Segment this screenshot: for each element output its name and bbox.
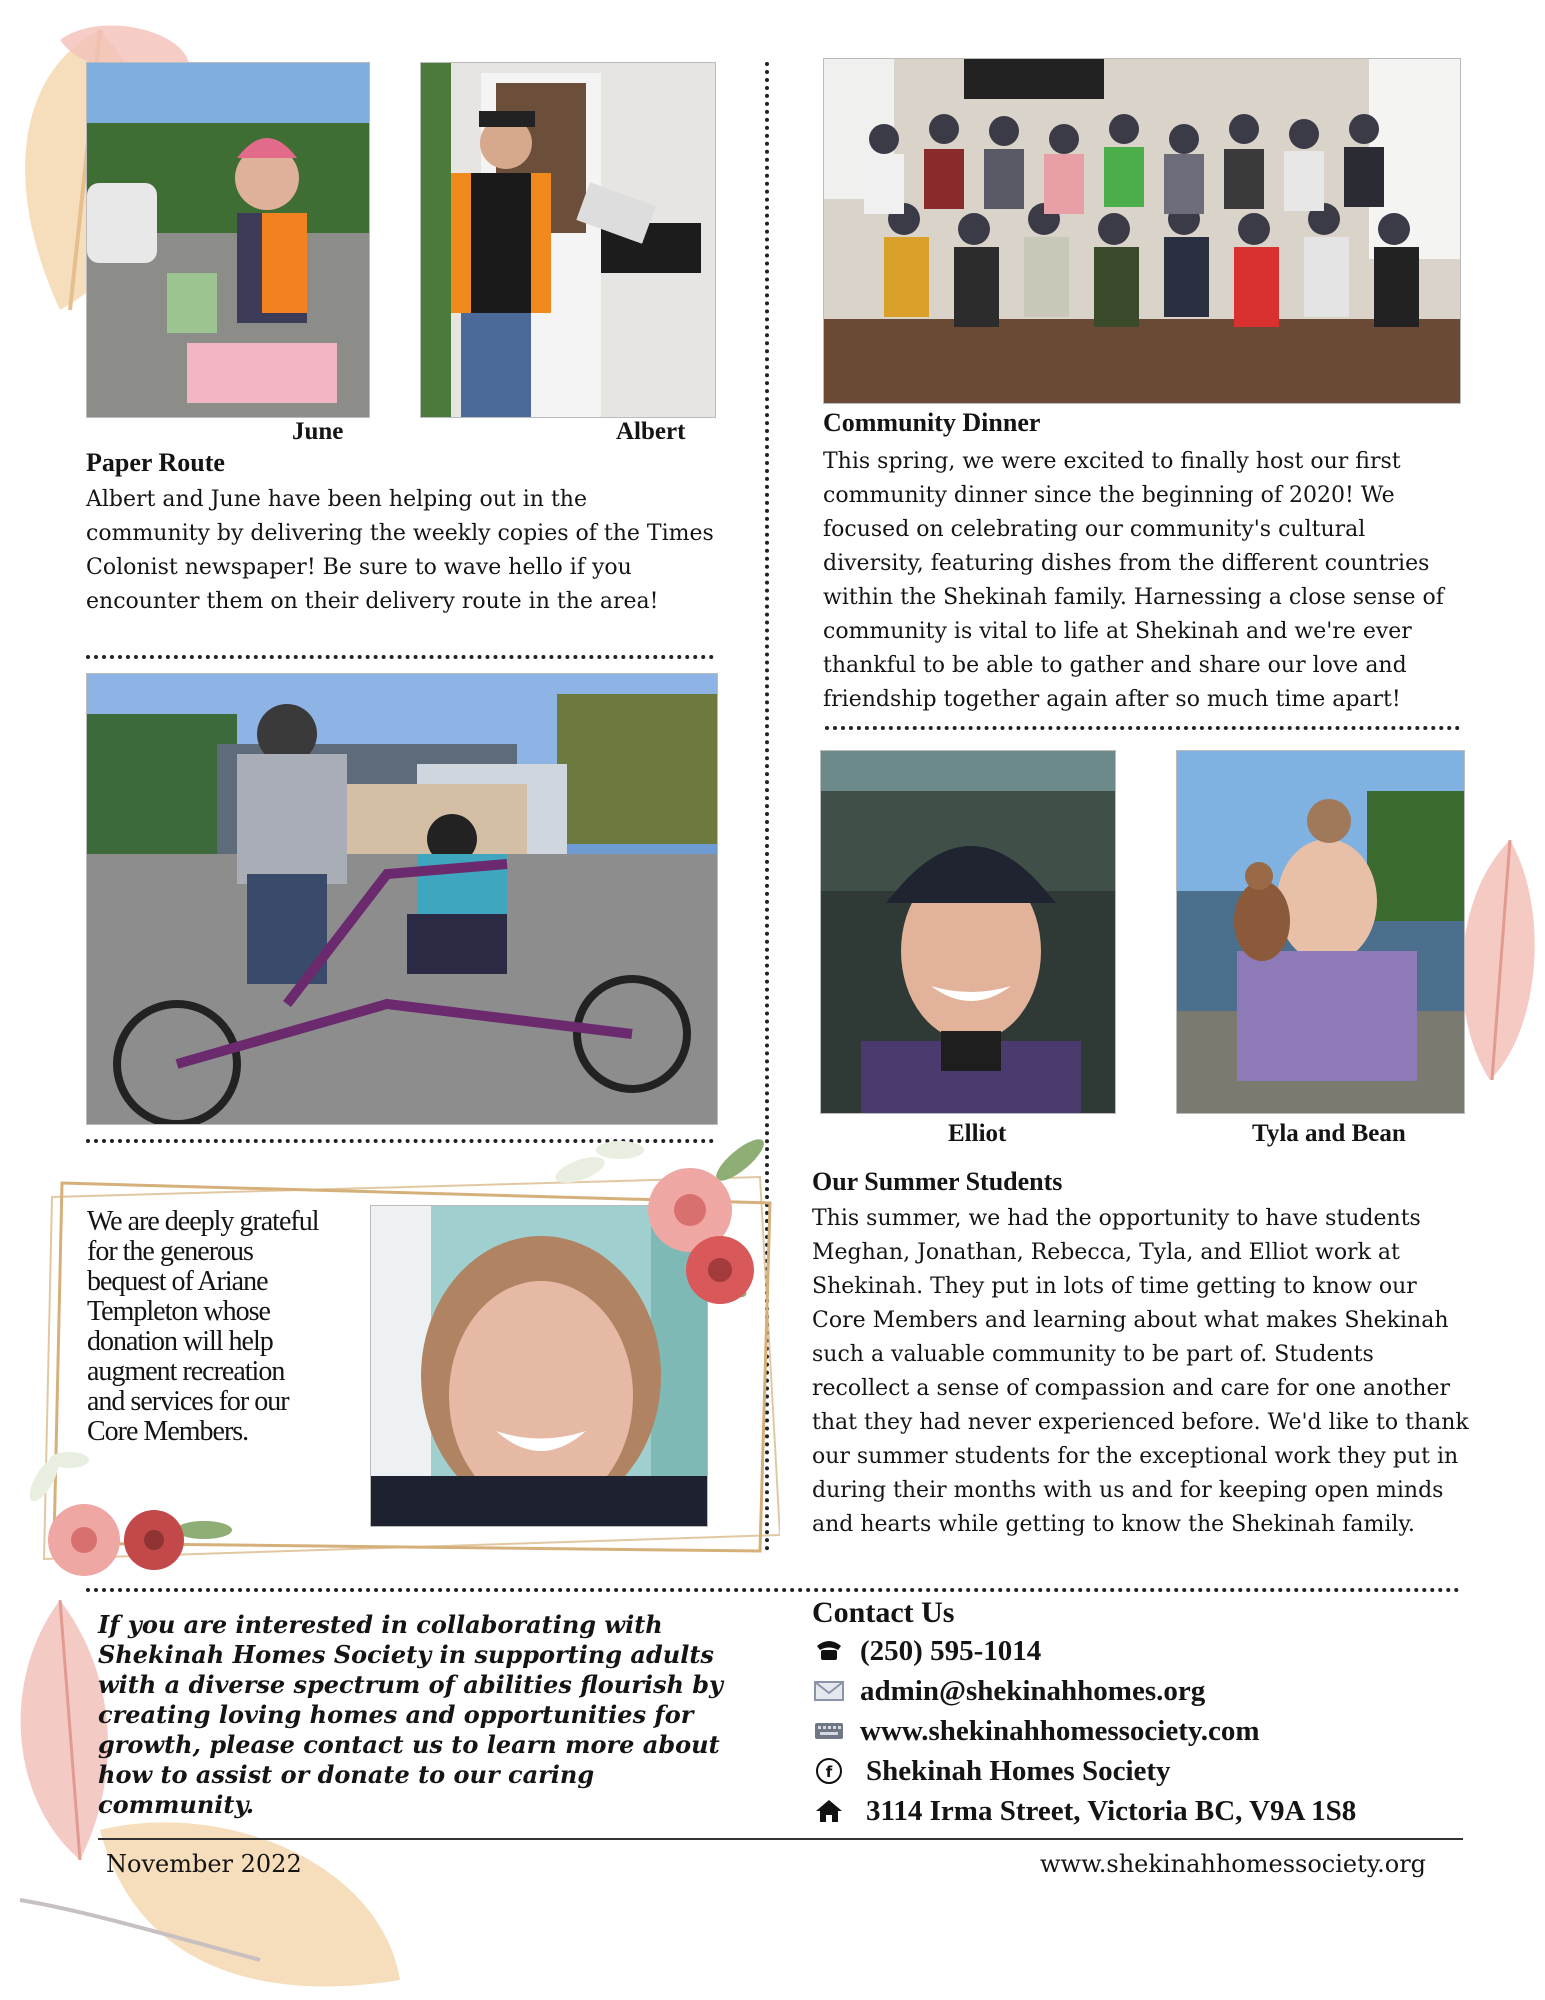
contact-address-row (812, 1794, 1356, 1828)
contact-website-row (812, 1714, 1260, 1748)
divider-community-dinner (825, 726, 1460, 730)
home-icon (812, 1794, 846, 1828)
caption-june: June (292, 418, 344, 445)
bequest-text: We are deeply grateful for the generous bequest of Ariane Templeton whose donation will help augment recreation and services for our Core Members. (87, 1206, 319, 1447)
divider-bottom (86, 1588, 1460, 1592)
contact-title: Contact Us (812, 1596, 955, 1629)
contact-email[interactable]: admin@shekinahhomes.org (860, 1674, 1206, 1707)
footer-url[interactable]: www.shekinahhomessociety.org (1040, 1850, 1427, 1878)
contact-phone-row (812, 1634, 1041, 1668)
contact-address: 3114 Irma Street, Victoria BC, V9A 1S8 (866, 1794, 1357, 1827)
divider-paper-route (86, 655, 714, 659)
photo-albert (420, 62, 716, 418)
contact-website[interactable]: www.shekinahhomessociety.com (860, 1714, 1260, 1747)
keyboard-icon (812, 1714, 846, 1748)
community-dinner-title: Community Dinner (823, 408, 1041, 437)
svg-text:f: f (825, 1763, 833, 1781)
photo-elliot (820, 750, 1116, 1114)
envelope-icon (812, 1674, 846, 1708)
contact-email-row (812, 1674, 1205, 1708)
contact-phone[interactable]: (250) 595-1014 (860, 1634, 1042, 1667)
caption-tyla-and-bean: Tyla and Bean (1252, 1120, 1406, 1147)
caption-albert: Albert (616, 418, 686, 445)
flower-cluster-bottom (14, 1440, 234, 1590)
contact-facebook[interactable]: Shekinah Homes Society (866, 1754, 1171, 1787)
photo-community-dinner (823, 58, 1461, 404)
photo-tandem-bike (86, 673, 718, 1125)
collaborate-text: If you are interested in collaborating with Shekinah Homes Society in supporting adults with a diverse spectrum of abilities flourish by creating loving homes and opportunities for growth, please contact us to learn more about how to assist or donate to our caring community. (98, 1610, 723, 1819)
footer-date: November 2022 (106, 1850, 302, 1878)
photo-june (86, 62, 370, 418)
facebook-icon (812, 1754, 846, 1788)
photo-tyla-and-bean (1176, 750, 1465, 1114)
caption-elliot: Elliot (948, 1120, 1007, 1147)
contact-facebook-row (812, 1754, 1171, 1788)
summer-students-body: This summer, we had the opportunity to have students Meghan, Jonathan, Rebecca, Tyla, and Elliot work at Shekinah. They put in lots of time getting to know our Core Members and learning about what makes Shekinah such a valuable community to be part of. Students recollect a sense of compassion and care for one another that they had never experienced before. We'd like to thank our summer students for the exceptional work they put in during their months with us and for keeping open minds and hearts while getting to know the Shekinah family. (812, 1206, 1469, 1537)
summer-students-title: Our Summer Students (812, 1167, 1063, 1196)
phone-icon (812, 1634, 846, 1668)
paper-route-title: Paper Route (86, 448, 225, 477)
community-dinner-body: This spring, we were excited to finally host our first community dinner since the beginning of 2020! We focused on celebrating our community's cultural diversity, featuring dishes from the different countries within the Shekinah family. Harnessing a close sense of community is vital to life at Shekinah and we're ever thankful to be able to gather and share our love and friendship together again after so much time apart! (823, 449, 1444, 712)
paper-route-body: Albert and June have been helping out in the community by delivering the weekly copies of the Times Colonist newspaper! Be sure to wave hello if you encounter them on their delivery route in the area! (86, 487, 714, 614)
flower-cluster-top (540, 1130, 790, 1320)
footer-rule (98, 1838, 1463, 1840)
